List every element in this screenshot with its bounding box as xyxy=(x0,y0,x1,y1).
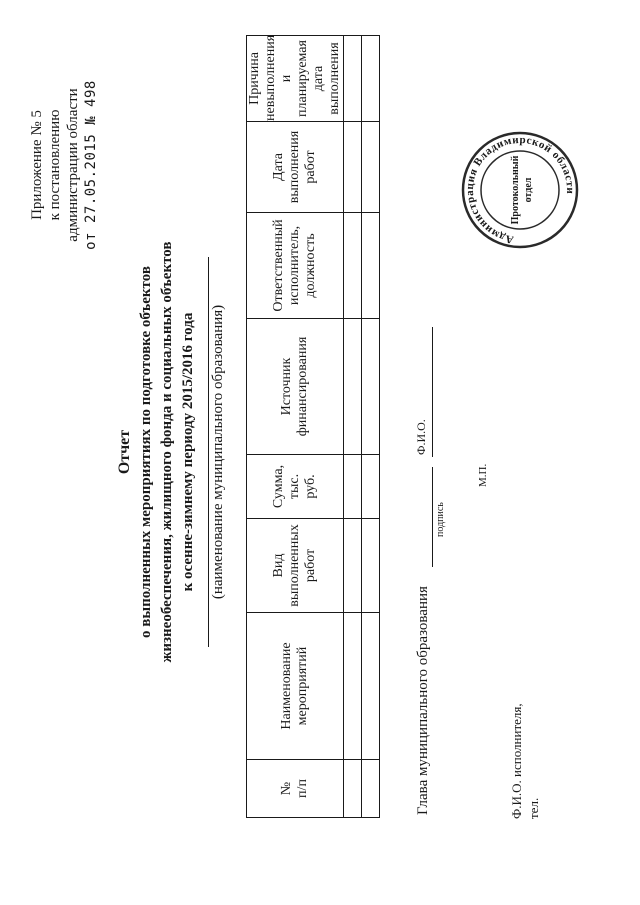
table-header-line: невыполнения xyxy=(263,34,278,121)
table-header-col-work-type xyxy=(247,519,344,613)
table-header-line: Ответственный xyxy=(271,219,286,312)
table-header-col-completion-date xyxy=(247,122,344,213)
table-cell xyxy=(362,36,380,122)
report-heading: Отчет xyxy=(116,429,133,475)
table-header-col-failure-reason xyxy=(247,36,344,122)
table-header-line: и xyxy=(279,74,294,83)
table-header-line: Причина xyxy=(247,52,262,105)
stamp-center-line-2: отдел xyxy=(523,177,534,203)
table-cell xyxy=(362,519,380,613)
appendix-date-number: от 27.05.2015 № 498 xyxy=(83,80,99,250)
municipality-hint: (наименование муниципального образования) xyxy=(210,304,226,600)
table-cell xyxy=(344,519,362,613)
table-header-line: Вид xyxy=(271,553,286,578)
name-caption: Ф.И.О. xyxy=(414,419,428,455)
appendix-header xyxy=(28,25,100,305)
table-header-line: должность xyxy=(303,233,318,298)
table-cell xyxy=(362,122,380,213)
table-cell xyxy=(362,213,380,319)
table-header-line: тыс. xyxy=(287,473,302,500)
signature-caption: подпись xyxy=(435,502,446,537)
table-cell xyxy=(362,319,380,455)
table-header-line: Дата xyxy=(271,153,286,181)
table-header-row xyxy=(247,36,344,818)
table-header-line: выполненных xyxy=(287,524,302,607)
table-cell xyxy=(344,319,362,455)
appendix-resolution: к постановлению xyxy=(47,109,63,221)
table-row xyxy=(362,36,380,818)
table-header-line: Наименование xyxy=(279,642,294,730)
table-cell xyxy=(362,613,380,760)
signature-line xyxy=(432,467,433,567)
official-stamp xyxy=(460,130,580,250)
table-header-line: дата xyxy=(311,65,326,92)
table-header-line: выполнения xyxy=(287,130,302,204)
table-header-col-amount xyxy=(247,455,344,519)
table-header-line: выполнения xyxy=(327,42,342,115)
table-header-col-activity-name xyxy=(247,613,344,760)
table-cell xyxy=(362,455,380,519)
appendix-administration: администрации области xyxy=(65,88,81,242)
report-title-line-1: о выполненных мероприятиях по подготовке объектов xyxy=(138,266,154,638)
table-header-line: п/п xyxy=(295,779,310,798)
table-cell xyxy=(362,760,380,818)
seal-place-label: М.П. xyxy=(477,463,489,487)
table-cell xyxy=(344,455,362,519)
municipality-head-label: Глава муниципального образования xyxy=(415,586,431,815)
executor-name-label: Ф.И.О. исполнителя, xyxy=(509,703,524,819)
table-header-col-number xyxy=(247,760,344,818)
table-cell xyxy=(344,213,362,319)
table-cell xyxy=(344,122,362,213)
stamp-ring-text: Администрация Владимирской области xyxy=(463,133,577,246)
table-header-line: руб. xyxy=(303,474,318,499)
table-cell xyxy=(344,760,362,818)
table-header-line: финансирования xyxy=(295,336,310,437)
name-line xyxy=(432,327,433,457)
table-header-line: планируемая xyxy=(295,40,310,117)
report-title-line-3: к осенне-зимнему периоду 2015/2016 года xyxy=(180,312,196,592)
table-cell xyxy=(344,613,362,760)
table-header-line: Источник xyxy=(279,357,294,416)
table-row xyxy=(344,36,362,818)
table-header-col-responsible xyxy=(247,213,344,319)
municipality-blank-line xyxy=(208,257,209,647)
table-header-line: мероприятий xyxy=(295,646,310,726)
executor-block xyxy=(508,703,542,819)
table-header-line: исполнитель, xyxy=(287,225,302,306)
table-header-line: работ xyxy=(303,548,318,583)
rotated-document-page xyxy=(10,7,630,897)
table-header-line: Сумма, xyxy=(271,464,286,509)
table-header-line: № xyxy=(279,781,294,796)
report-title-block xyxy=(116,7,197,897)
report-title-line-2: жизнеобеспечения, жилищного фонда и социальных объектов xyxy=(159,241,175,663)
table-header-col-funding-source xyxy=(247,319,344,455)
report-table xyxy=(246,35,380,818)
executor-phone-label: тел. xyxy=(526,797,541,819)
appendix-number: Приложение № 5 xyxy=(29,110,45,220)
table-header-line: работ xyxy=(303,150,318,184)
stamp-center-line-1: Протокольный xyxy=(510,155,521,225)
table-cell xyxy=(344,36,362,122)
